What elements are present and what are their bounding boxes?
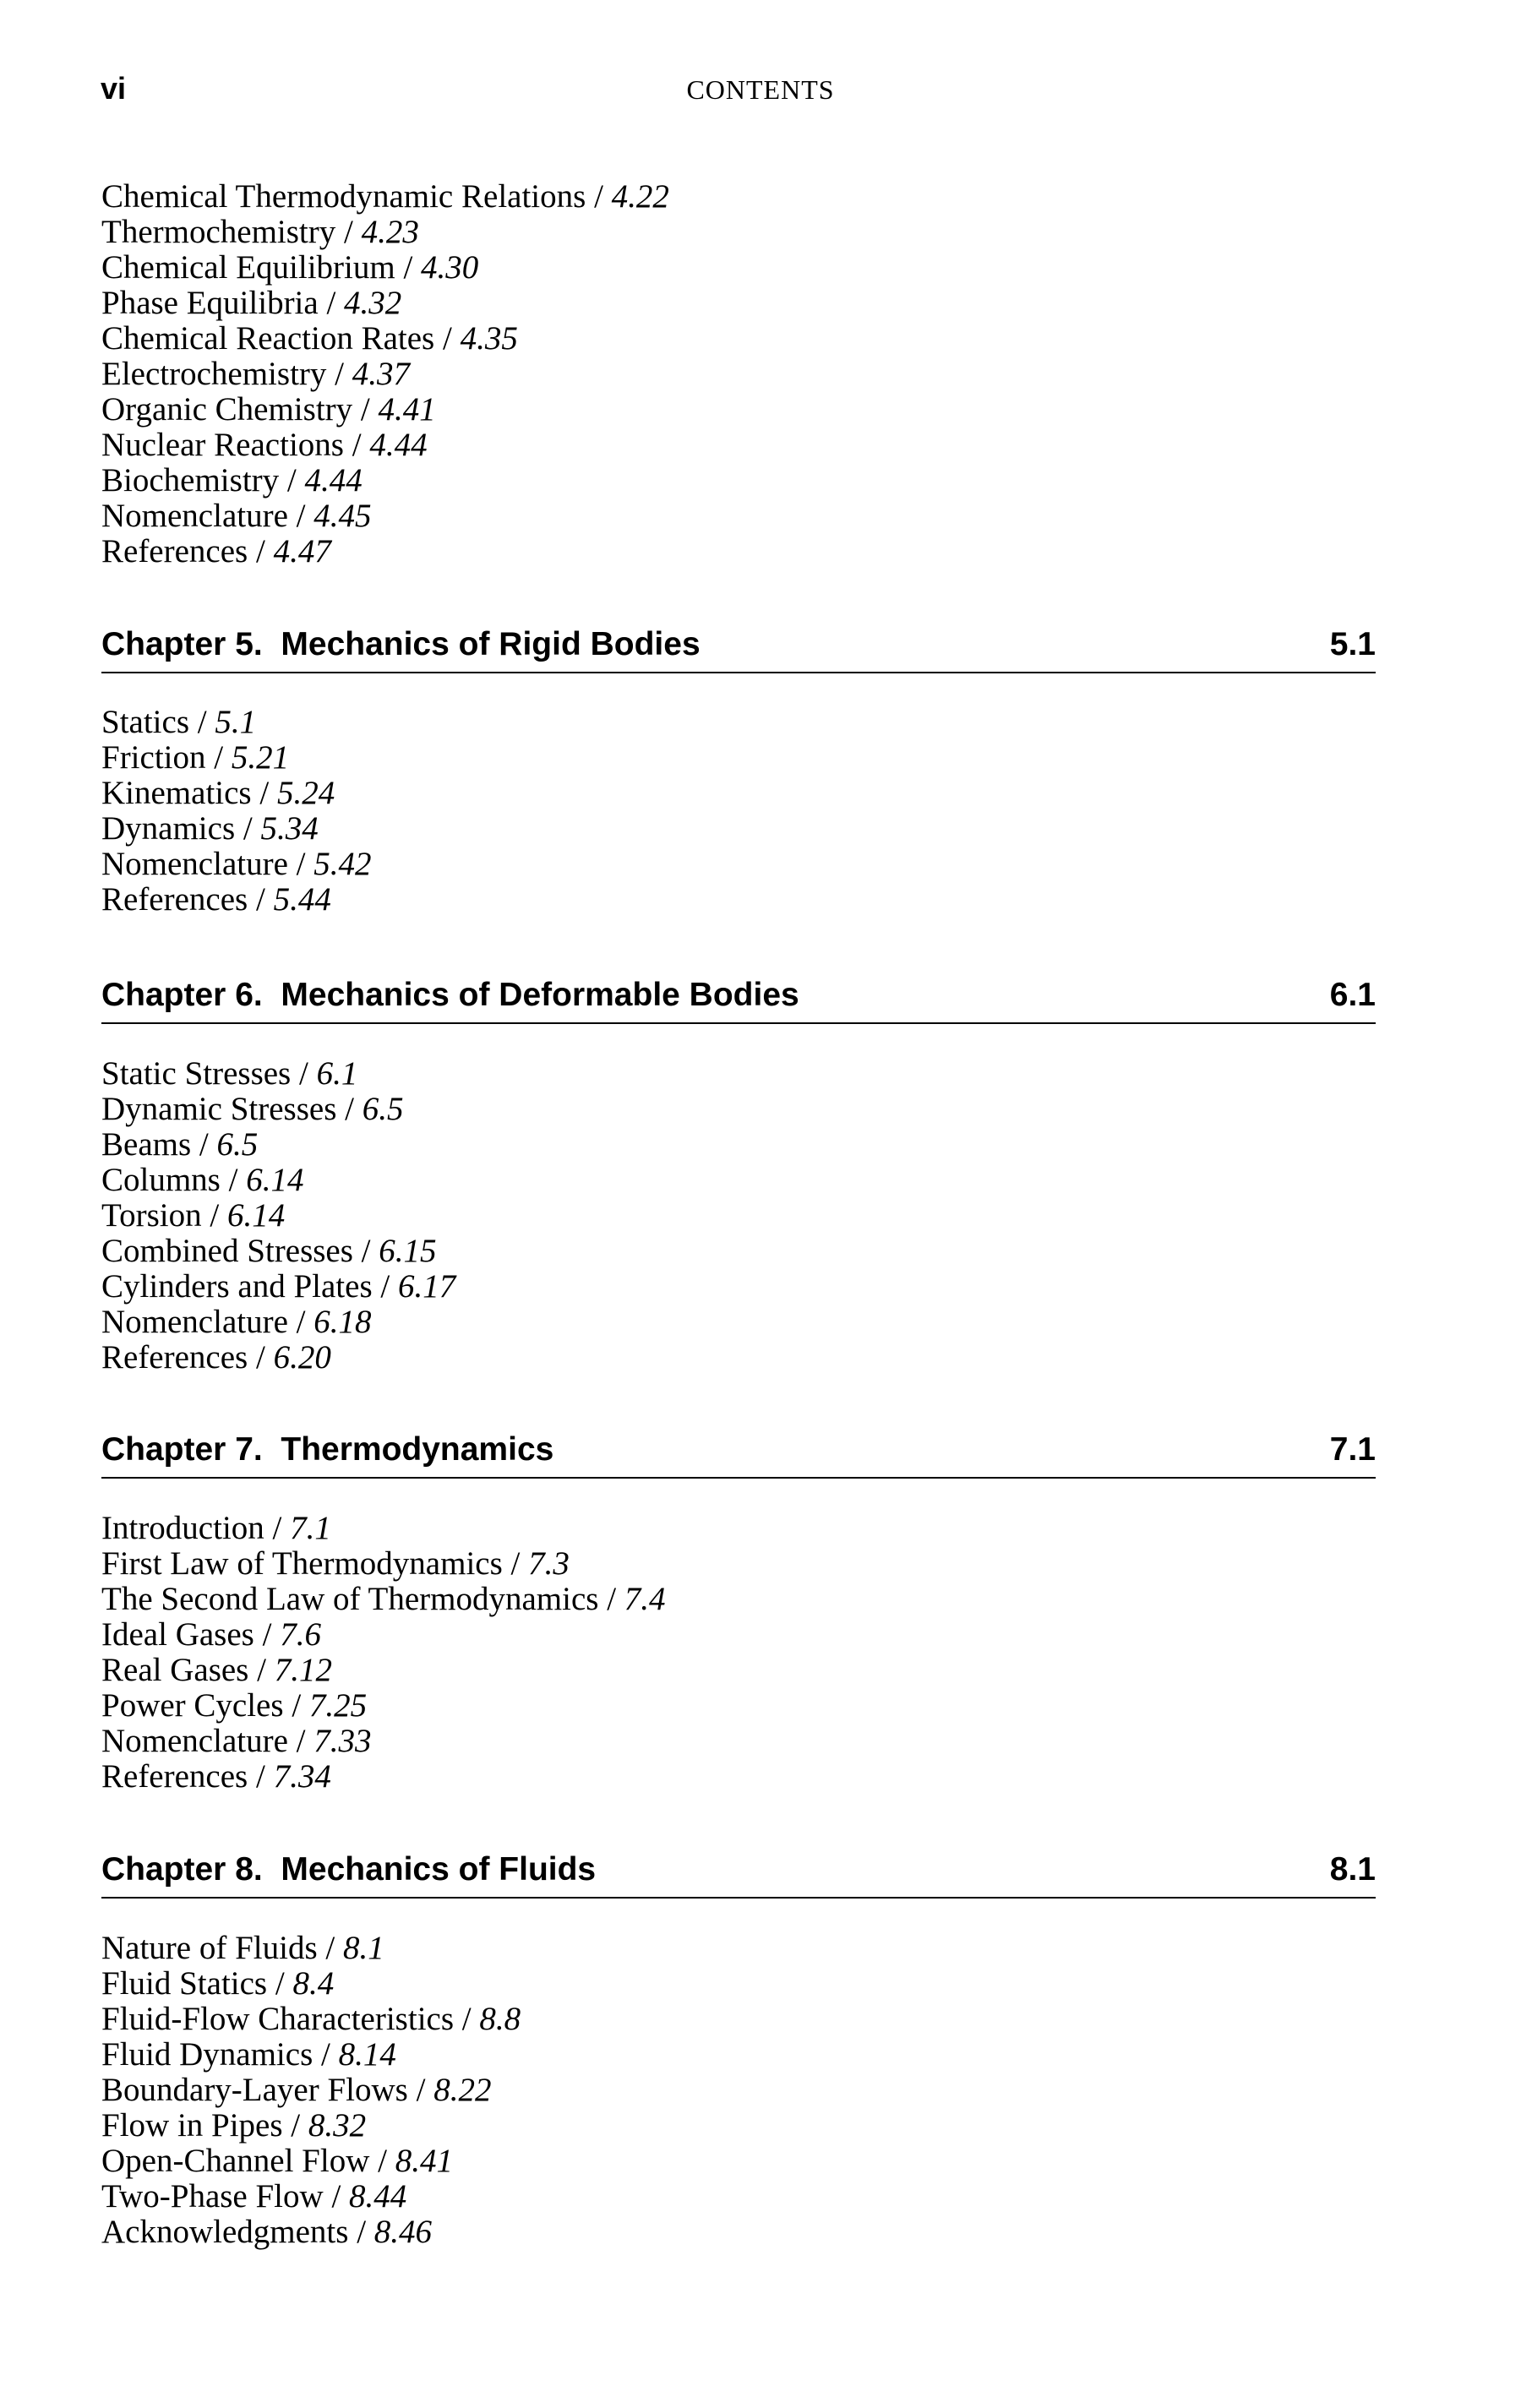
entry-page: 8.46 bbox=[373, 2214, 433, 2250]
toc-entry[interactable]: Kinematics / 5.24 bbox=[101, 775, 335, 811]
toc-entry[interactable]: Open-Channel Flow / 8.41 bbox=[101, 2143, 453, 2179]
entry-title: Chemical Thermodynamic Relations bbox=[101, 178, 586, 215]
toc-entry[interactable]: Biochemistry / 4.44 bbox=[101, 462, 363, 498]
entry-title: Nomenclature bbox=[101, 846, 288, 882]
entry-title: Two-Phase Flow bbox=[101, 2178, 324, 2215]
entry-page: 6.20 bbox=[273, 1339, 331, 1376]
entry-title: Columns bbox=[101, 1162, 221, 1198]
entry-title: Nomenclature bbox=[101, 1304, 288, 1340]
entry-page: 7.4 bbox=[624, 1581, 666, 1617]
entry-title: References bbox=[101, 533, 248, 569]
entry-title: Power Cycles bbox=[101, 1687, 284, 1724]
entry-page: 8.44 bbox=[349, 2178, 407, 2215]
chapter-heading[interactable] bbox=[101, 621, 1376, 673]
toc-entry[interactable]: Acknowledgments / 8.46 bbox=[101, 2214, 433, 2250]
chapter-heading[interactable] bbox=[101, 972, 1376, 1024]
entry-title: Fluid-Flow Characteristics bbox=[101, 2001, 455, 2037]
entry-page: 6.5 bbox=[362, 1091, 404, 1127]
entry-page: 6.1 bbox=[316, 1055, 358, 1092]
entry-page: 8.22 bbox=[433, 2072, 492, 2108]
entry-title: References bbox=[101, 1758, 248, 1795]
entry-page: 8.1 bbox=[342, 1930, 384, 1966]
entry-title: Torsion bbox=[101, 1197, 202, 1234]
entry-page: 8.8 bbox=[479, 2001, 521, 2037]
toc-entry[interactable]: Friction / 5.21 bbox=[101, 739, 290, 776]
entry-page: 6.15 bbox=[379, 1233, 437, 1269]
chapter-page: 7.1 bbox=[1329, 1431, 1376, 1468]
entry-title: Open-Channel Flow bbox=[101, 2143, 370, 2179]
toc-entry[interactable]: Real Gases / 7.12 bbox=[101, 1652, 332, 1688]
chapter-title: Chapter 8. Mechanics of Fluids bbox=[101, 1851, 597, 1888]
chapter-heading[interactable] bbox=[101, 1846, 1376, 1899]
entry-title: Acknowledgments bbox=[101, 2214, 349, 2250]
toc-entry[interactable]: Two-Phase Flow / 8.44 bbox=[101, 2178, 407, 2215]
toc-entry[interactable]: Phase Equilibria / 4.32 bbox=[101, 285, 402, 321]
toc-entry[interactable]: Fluid Dynamics / 8.14 bbox=[101, 2036, 396, 2073]
entry-title: Friction bbox=[101, 739, 206, 776]
entry-page: 6.5 bbox=[216, 1126, 259, 1163]
toc-entry[interactable]: Cylinders and Plates / 6.17 bbox=[101, 1268, 456, 1305]
toc-entry[interactable]: Combined Stresses / 6.15 bbox=[101, 1233, 437, 1269]
entry-page: 4.37 bbox=[352, 356, 410, 392]
entry-page: 5.24 bbox=[276, 775, 335, 811]
toc-entry[interactable]: Thermochemistry / 4.23 bbox=[101, 214, 419, 250]
entry-title: Biochemistry bbox=[101, 462, 280, 498]
entry-title: References bbox=[101, 881, 248, 918]
entry-page: 7.33 bbox=[313, 1723, 372, 1759]
entry-title: Thermochemistry bbox=[101, 214, 336, 250]
entry-page: 4.41 bbox=[378, 391, 436, 428]
entry-title: Fluid Statics bbox=[101, 1965, 268, 2002]
entry-page: 7.3 bbox=[528, 1545, 570, 1582]
toc-entry[interactable]: Static Stresses / 6.1 bbox=[101, 1055, 358, 1092]
entry-page: 7.12 bbox=[274, 1652, 332, 1688]
entry-page: 8.14 bbox=[338, 2036, 396, 2073]
entry-page: 4.44 bbox=[304, 462, 363, 498]
toc-entry[interactable]: Dynamics / 5.34 bbox=[101, 810, 319, 847]
toc-entry[interactable]: Nature of Fluids / 8.1 bbox=[101, 1930, 384, 1966]
toc-entry[interactable]: References / 6.20 bbox=[101, 1339, 331, 1376]
entry-page: 4.35 bbox=[460, 320, 518, 357]
toc-entry[interactable]: Beams / 6.5 bbox=[101, 1126, 259, 1163]
entry-page: 5.34 bbox=[260, 810, 319, 847]
entry-page: 7.34 bbox=[273, 1758, 331, 1795]
toc-entry[interactable]: Chemical Thermodynamic Relations / 4.22 bbox=[101, 178, 669, 215]
toc-entry[interactable]: Fluid-Flow Characteristics / 8.8 bbox=[101, 2001, 521, 2037]
entry-title: Cylinders and Plates bbox=[101, 1268, 373, 1305]
entry-page: 4.22 bbox=[611, 178, 669, 215]
chapter-heading[interactable] bbox=[101, 1426, 1376, 1479]
entry-page: 5.1 bbox=[215, 704, 257, 740]
chapter-title: Chapter 6. Mechanics of Deformable Bodies bbox=[101, 977, 799, 1013]
toc-entry[interactable]: Chemical Equilibrium / 4.30 bbox=[101, 249, 479, 286]
toc-entry[interactable]: Statics / 5.1 bbox=[101, 704, 257, 740]
entry-title: Introduction bbox=[101, 1510, 264, 1546]
entry-title: Ideal Gases bbox=[101, 1616, 254, 1653]
toc-entry[interactable]: References / 4.47 bbox=[101, 533, 331, 569]
entry-title: Nomenclature bbox=[101, 498, 288, 534]
entry-page: 5.21 bbox=[231, 739, 290, 776]
entry-title: Dynamic Stresses bbox=[101, 1091, 337, 1127]
entry-title: Kinematics bbox=[101, 775, 252, 811]
entry-title: Chemical Reaction Rates bbox=[101, 320, 435, 357]
entry-page: 7.6 bbox=[280, 1616, 321, 1653]
entry-page: 4.23 bbox=[361, 214, 419, 250]
toc-entry[interactable]: Chemical Reaction Rates / 4.35 bbox=[101, 320, 518, 357]
entry-title: Flow in Pipes bbox=[101, 2107, 283, 2144]
toc-entry[interactable]: Nomenclature / 5.42 bbox=[101, 846, 372, 882]
toc-entry[interactable]: Nomenclature / 6.18 bbox=[101, 1304, 372, 1340]
entry-page: 6.18 bbox=[313, 1304, 372, 1340]
entry-page: 5.44 bbox=[273, 881, 331, 918]
entry-title: Fluid Dynamics bbox=[101, 2036, 313, 2073]
toc-entry[interactable]: Nuclear Reactions / 4.44 bbox=[101, 427, 428, 463]
toc-entry[interactable]: Organic Chemistry / 4.41 bbox=[101, 391, 436, 428]
entry-title: Statics bbox=[101, 704, 189, 740]
toc-entry[interactable]: Ideal Gases / 7.6 bbox=[101, 1616, 321, 1653]
entry-title: Chemical Equilibrium bbox=[101, 249, 395, 286]
entry-page: 6.14 bbox=[226, 1197, 286, 1234]
entry-page: 4.45 bbox=[313, 498, 372, 534]
chapter-page: 5.1 bbox=[1329, 626, 1376, 662]
page-number: vi bbox=[101, 71, 127, 106]
toc-entry[interactable]: The Second Law of Thermodynamics / 7.4 bbox=[101, 1581, 666, 1617]
entry-page: 7.25 bbox=[308, 1687, 368, 1724]
entry-page: 5.42 bbox=[313, 846, 372, 882]
toc-entry[interactable]: Nomenclature / 4.45 bbox=[101, 498, 372, 534]
entry-title: Nature of Fluids bbox=[101, 1930, 318, 1966]
toc-entry[interactable]: First Law of Thermodynamics / 7.3 bbox=[101, 1545, 570, 1582]
entry-title: Nuclear Reactions bbox=[101, 427, 344, 463]
entry-page: 4.30 bbox=[421, 249, 479, 286]
entry-page: 4.44 bbox=[369, 427, 428, 463]
entry-title: Electrochemistry bbox=[101, 356, 327, 392]
entry-title: Dynamics bbox=[101, 810, 236, 847]
entry-page: 6.17 bbox=[397, 1268, 456, 1305]
running-head: CONTENTS bbox=[686, 74, 835, 105]
entry-page: 7.1 bbox=[290, 1510, 331, 1546]
toc-entry[interactable]: Torsion / 6.14 bbox=[101, 1197, 286, 1234]
chapter-title: Chapter 5. Mechanics of Rigid Bodies bbox=[101, 626, 701, 662]
toc-entry[interactable]: Introduction / 7.1 bbox=[101, 1510, 331, 1546]
entry-page: 4.32 bbox=[344, 285, 402, 321]
entry-title: Real Gases bbox=[101, 1652, 249, 1688]
toc-entry[interactable]: Power Cycles / 7.25 bbox=[101, 1687, 368, 1724]
entry-page: 8.32 bbox=[308, 2107, 367, 2144]
entry-title: Phase Equilibria bbox=[101, 285, 319, 321]
entry-page: 6.14 bbox=[246, 1162, 304, 1198]
entry-title: Boundary-Layer Flows bbox=[101, 2072, 408, 2108]
entry-title: Nomenclature bbox=[101, 1723, 288, 1759]
toc-entry[interactable]: Boundary-Layer Flows / 8.22 bbox=[101, 2072, 492, 2108]
toc-entry[interactable]: References / 7.34 bbox=[101, 1758, 331, 1795]
page-header bbox=[0, 71, 1521, 113]
entry-title: References bbox=[101, 1339, 248, 1376]
toc-entry[interactable]: Flow in Pipes / 8.32 bbox=[101, 2107, 367, 2144]
entry-page: 8.41 bbox=[395, 2143, 453, 2179]
entry-page: 4.47 bbox=[273, 533, 331, 569]
toc-entry[interactable]: References / 5.44 bbox=[101, 881, 331, 918]
entry-title: Combined Stresses bbox=[101, 1233, 353, 1269]
chapter-page: 8.1 bbox=[1329, 1851, 1376, 1888]
entry-page: 8.4 bbox=[292, 1965, 335, 2002]
toc-entry[interactable]: Fluid Statics / 8.4 bbox=[101, 1965, 335, 2002]
entry-title: Static Stresses bbox=[101, 1055, 292, 1092]
entry-title: Organic Chemistry bbox=[101, 391, 353, 428]
entry-title: The Second Law of Thermodynamics bbox=[101, 1581, 599, 1617]
toc-entry[interactable]: Dynamic Stresses / 6.5 bbox=[101, 1091, 404, 1127]
toc-entry[interactable]: Nomenclature / 7.33 bbox=[101, 1723, 372, 1759]
toc-entry[interactable]: Columns / 6.14 bbox=[101, 1162, 304, 1198]
entry-title: First Law of Thermodynamics bbox=[101, 1545, 503, 1582]
entry-title: Beams bbox=[101, 1126, 192, 1163]
chapter-title: Chapter 7. Thermodynamics bbox=[101, 1431, 554, 1468]
toc-entry[interactable]: Electrochemistry / 4.37 bbox=[101, 356, 410, 392]
chapter-page: 6.1 bbox=[1329, 977, 1376, 1013]
